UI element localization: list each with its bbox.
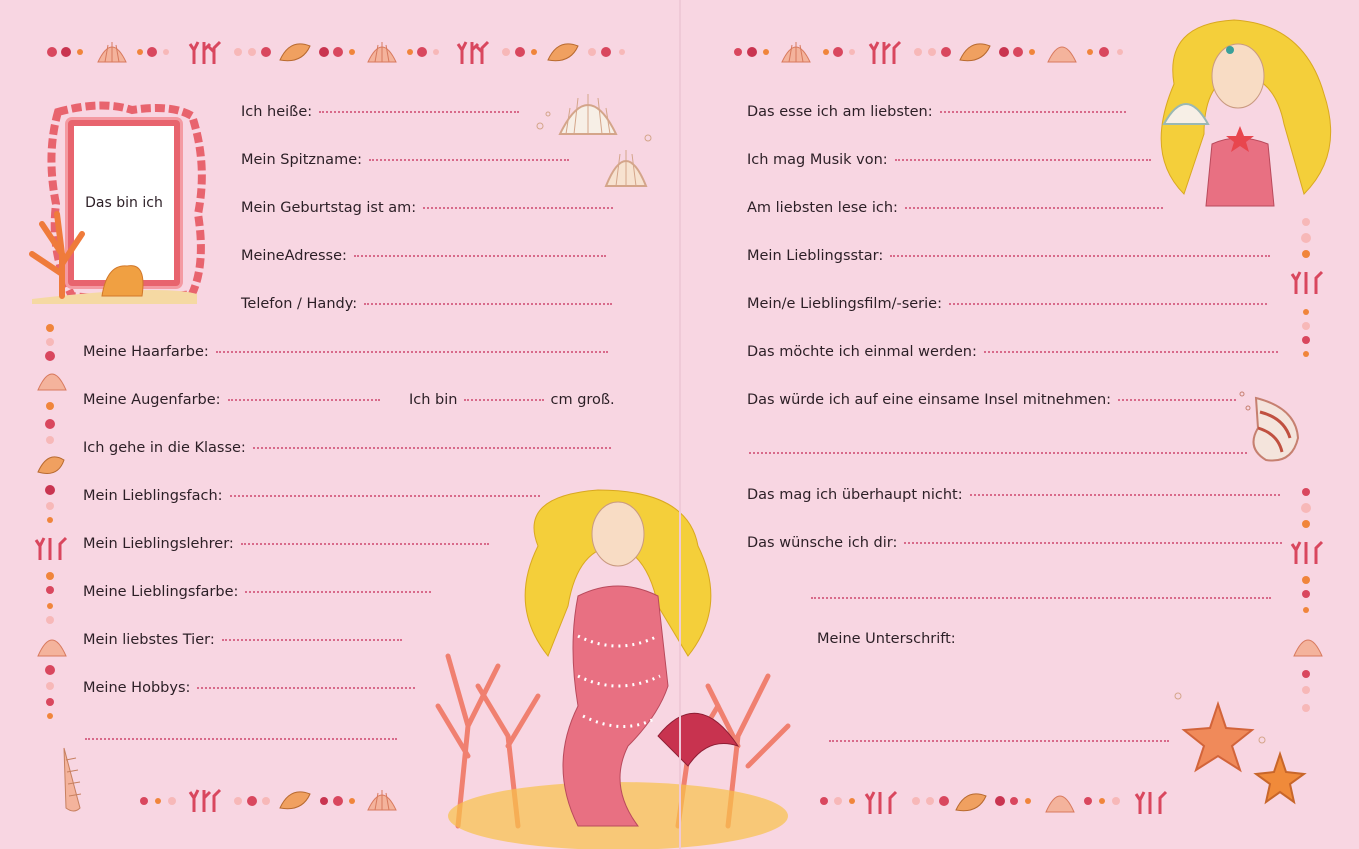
field-class[interactable]	[83, 440, 611, 456]
answer-line[interactable]	[904, 542, 1282, 544]
shell-icon	[1294, 640, 1322, 656]
answer-line[interactable]	[364, 303, 612, 305]
field-label: Das würde ich auf eine einsame Insel mitnehmen:	[747, 392, 1112, 408]
field-label: Mein/e Lieblingsfilm/-serie:	[747, 296, 942, 312]
snail-shell-icon	[548, 44, 578, 61]
coral-icon	[190, 42, 220, 64]
top-border-left-decoration	[44, 36, 634, 68]
answer-line[interactable]	[890, 255, 1270, 257]
field-label: Telefon / Handy:	[241, 296, 358, 312]
field-label: Das wünsche ich dir:	[747, 535, 898, 551]
answer-line[interactable]	[1118, 399, 1236, 401]
snail-shell-icon	[64, 748, 81, 811]
shell-icon	[606, 150, 646, 186]
field-eye-color[interactable]	[83, 392, 380, 408]
field-label: Ich gehe in die Klasse:	[83, 440, 246, 456]
answer-line[interactable]	[354, 255, 606, 257]
left-page	[0, 0, 679, 849]
field-address[interactable]	[241, 248, 606, 264]
field-label: Meine Lieblingsfarbe:	[83, 584, 239, 600]
bottom-border-right-decoration	[816, 784, 1186, 818]
field-favorite-color[interactable]	[83, 584, 431, 600]
answer-line[interactable]	[949, 303, 1267, 305]
field-label: Mein Lieblingsstar:	[747, 248, 884, 264]
bead-icon	[137, 47, 169, 57]
field-label: Ich bin	[409, 392, 458, 408]
answer-line[interactable]	[895, 159, 1151, 161]
snail-shell-icon	[956, 794, 986, 811]
shell-icon	[782, 42, 810, 62]
field-height[interactable]	[409, 392, 615, 408]
field-nickname[interactable]	[241, 152, 569, 168]
field-label: Meine Hobbys:	[83, 680, 191, 696]
field-label: Ich heiße:	[241, 104, 313, 120]
answer-line[interactable]	[245, 591, 431, 593]
field-label: Am liebsten lese ich:	[747, 200, 898, 216]
island-extra-line[interactable]	[749, 452, 1247, 454]
wish-extra-line[interactable]	[811, 597, 1271, 599]
field-label: Mein Geburtstag ist am:	[241, 200, 417, 216]
field-wish[interactable]	[747, 535, 1282, 551]
field-label: Mein Spitzname:	[241, 152, 362, 168]
shell-icon	[98, 42, 126, 62]
left-border-decoration	[34, 320, 68, 720]
field-favorite-film[interactable]	[747, 296, 1267, 312]
coral-icon	[866, 792, 896, 814]
snail-shell-icon	[280, 44, 310, 61]
coral-icon	[1136, 792, 1166, 814]
answer-line[interactable]	[940, 111, 1126, 113]
coral-icon	[1292, 542, 1322, 564]
field-hair-color[interactable]	[83, 344, 608, 360]
mermaid-portrait-illustration	[1134, 14, 1350, 206]
starfish-icon	[1184, 704, 1252, 770]
field-label: Mein Lieblingslehrer:	[83, 536, 234, 552]
answer-line[interactable]	[253, 447, 611, 449]
field-birthday[interactable]	[241, 200, 613, 216]
answer-line[interactable]	[970, 494, 1280, 496]
shell-icon	[560, 94, 616, 134]
field-phone[interactable]	[241, 296, 612, 312]
answer-line[interactable]	[984, 351, 1278, 353]
answer-line[interactable]	[423, 207, 613, 209]
coral-icon	[1292, 272, 1322, 294]
shell-icon	[368, 790, 396, 810]
field-favorite-star[interactable]	[747, 248, 1270, 264]
field-name[interactable]	[241, 104, 519, 120]
answer-line[interactable]	[369, 159, 569, 161]
shell-icon	[368, 42, 396, 62]
snail-shell-icon	[1254, 398, 1299, 461]
field-favorite-animal[interactable]	[83, 632, 402, 648]
answer-line[interactable]	[228, 399, 380, 401]
field-label: Das möchte ich einmal werden:	[747, 344, 977, 360]
field-island[interactable]	[747, 392, 1236, 408]
field-label: Mein Lieblingsfach:	[83, 488, 223, 504]
coral-icon	[190, 790, 220, 812]
coral-icon	[870, 42, 900, 64]
field-unit-label: cm groß.	[550, 392, 615, 408]
field-label: Mein liebstes Tier:	[83, 632, 215, 648]
bead-icon	[47, 47, 83, 57]
bottom-border-left-decoration	[40, 744, 420, 814]
right-border-decoration	[1290, 214, 1324, 724]
field-reading[interactable]	[747, 200, 1163, 216]
field-future-job[interactable]	[747, 344, 1278, 360]
bead-icon	[502, 47, 537, 57]
bead-icon	[234, 47, 271, 57]
field-music[interactable]	[747, 152, 1151, 168]
answer-line[interactable]	[905, 207, 1163, 209]
answer-line[interactable]	[197, 687, 415, 689]
hobbies-extra-line[interactable]	[85, 738, 397, 740]
snail-shell-icon	[960, 44, 990, 61]
starfish-icon	[1256, 754, 1304, 802]
shell-icon	[38, 374, 66, 390]
answer-line[interactable]	[216, 351, 608, 353]
bead-icon	[319, 47, 355, 57]
field-dislike[interactable]	[747, 487, 1280, 503]
bead-icon	[588, 47, 625, 57]
field-label: MeineAdresse:	[241, 248, 347, 264]
coral-icon	[36, 538, 66, 560]
photo-label: Das bin ich	[85, 195, 163, 211]
field-label: Meine Haarfarbe:	[83, 344, 209, 360]
shell-icon	[38, 640, 66, 656]
field-label: Meine Augenfarbe:	[83, 392, 221, 408]
shell-icon	[1048, 47, 1076, 62]
field-label: Das mag ich überhaupt nicht:	[747, 487, 963, 503]
orange-coral-icon	[12, 204, 202, 304]
field-label: Ich mag Musik von:	[747, 152, 888, 168]
answer-line[interactable]	[464, 399, 544, 401]
answer-line[interactable]	[319, 111, 519, 113]
field-favorite-food[interactable]	[747, 104, 1126, 120]
field-label: Das esse ich am liebsten:	[747, 104, 933, 120]
top-border-right-decoration	[730, 36, 1140, 68]
snail-shell-illustration	[1236, 388, 1306, 468]
bead-icon	[407, 47, 439, 57]
signature-label: Meine Unterschrift:	[817, 631, 956, 647]
shells-illustration	[530, 86, 660, 196]
shell-icon	[1046, 796, 1074, 812]
field-hobbies[interactable]	[83, 680, 415, 696]
starfish-illustration	[1174, 690, 1354, 810]
snail-shell-icon	[280, 792, 310, 809]
right-page	[680, 0, 1359, 849]
signature-line[interactable]	[829, 740, 1169, 742]
answer-line[interactable]	[222, 639, 402, 641]
snail-shell-icon	[38, 457, 64, 474]
coral-icon	[458, 42, 488, 64]
